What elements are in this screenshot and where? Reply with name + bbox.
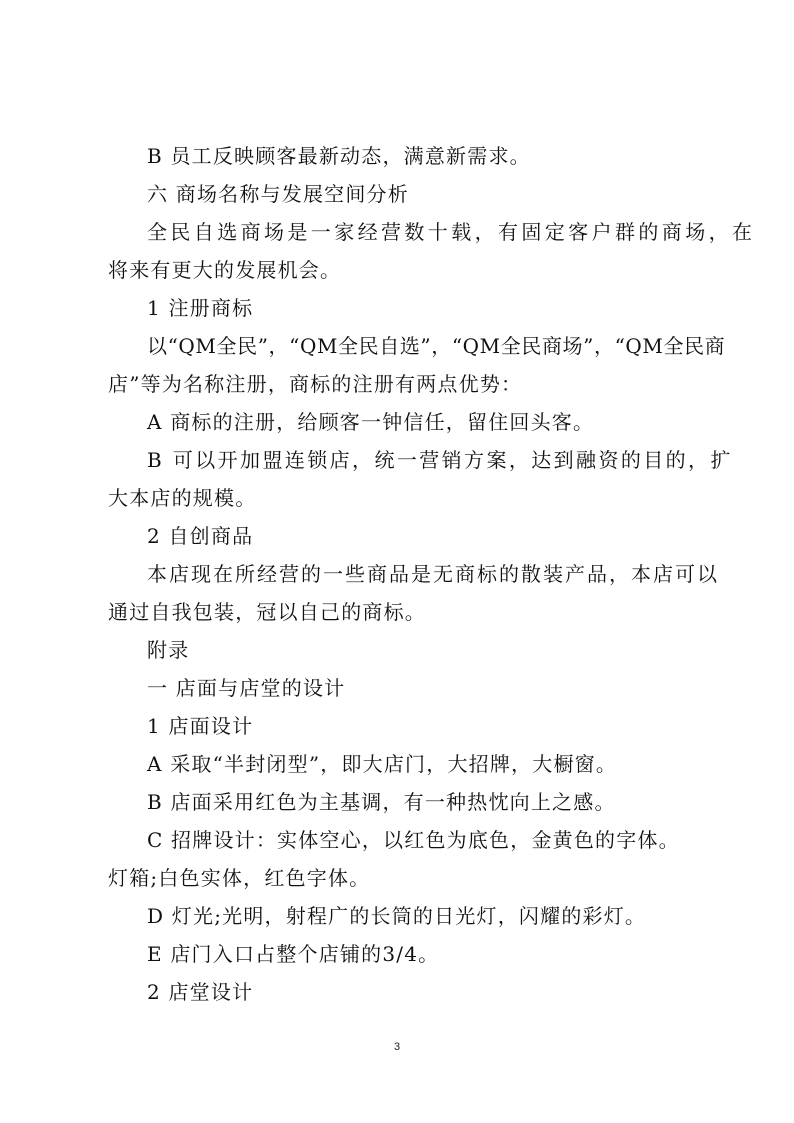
paragraph-line: 全民自选商场是一家经营数十载，有固定客户群的商场，在 — [147, 220, 756, 244]
paragraph-line: 以“QM全民”，“QM全民自选”，“QM全民商场”，“QM全民商 — [147, 334, 726, 358]
paragraph-line: 通过自我包装，冠以自己的商标。 — [108, 600, 426, 624]
paragraph-line: A 商标的注册，给顾客一钟信任，留住回头客。 — [147, 410, 595, 434]
paragraph-line: 店”等为名称注册，商标的注册有两点优势： — [108, 372, 523, 396]
subsection-heading: 1 店面设计 — [147, 714, 254, 738]
paragraph-line: B 可以开加盟连锁店，统一营销方案，达到融资的目的，扩 — [147, 448, 733, 472]
paragraph-line: 本店现在所经营的一些商品是无商标的散装产品，本店可以 — [147, 562, 719, 586]
paragraph-line: B 店面采用红色为主基调，有一种热忱向上之感。 — [147, 790, 616, 814]
paragraph-line: E 店门入口占整个店铺的3/4。 — [147, 942, 440, 966]
paragraph-line: B 员工反映顾客最新动态，满意新需求。 — [147, 144, 531, 168]
paragraph-line: A 采取“半封闭型”，即大店门，大招牌，大橱窗。 — [147, 752, 618, 776]
appendix-heading: 附录 — [147, 638, 190, 662]
paragraph-line: 大本店的规模。 — [108, 486, 257, 510]
section-heading: 一 店面与店堂的设计 — [147, 676, 346, 700]
page-number: 3 — [393, 1041, 401, 1053]
paragraph-line: 灯箱;白色实体，红色字体。 — [108, 866, 371, 890]
paragraph-line: D 灯光;光明，射程广的长筒的日光灯，闪耀的彩灯。 — [147, 904, 647, 928]
subsection-heading: 2 自创商品 — [147, 524, 254, 548]
subsection-heading: 1 注册商标 — [147, 296, 254, 320]
section-heading: 六 商场名称与发展空间分析 — [147, 182, 409, 206]
paragraph-line: C 招牌设计：实体空心，以红色为底色，金黄色的字体。 — [147, 828, 680, 852]
subsection-heading: 2 店堂设计 — [147, 980, 254, 1004]
paragraph-line: 将来有更大的发展机会。 — [108, 258, 342, 282]
